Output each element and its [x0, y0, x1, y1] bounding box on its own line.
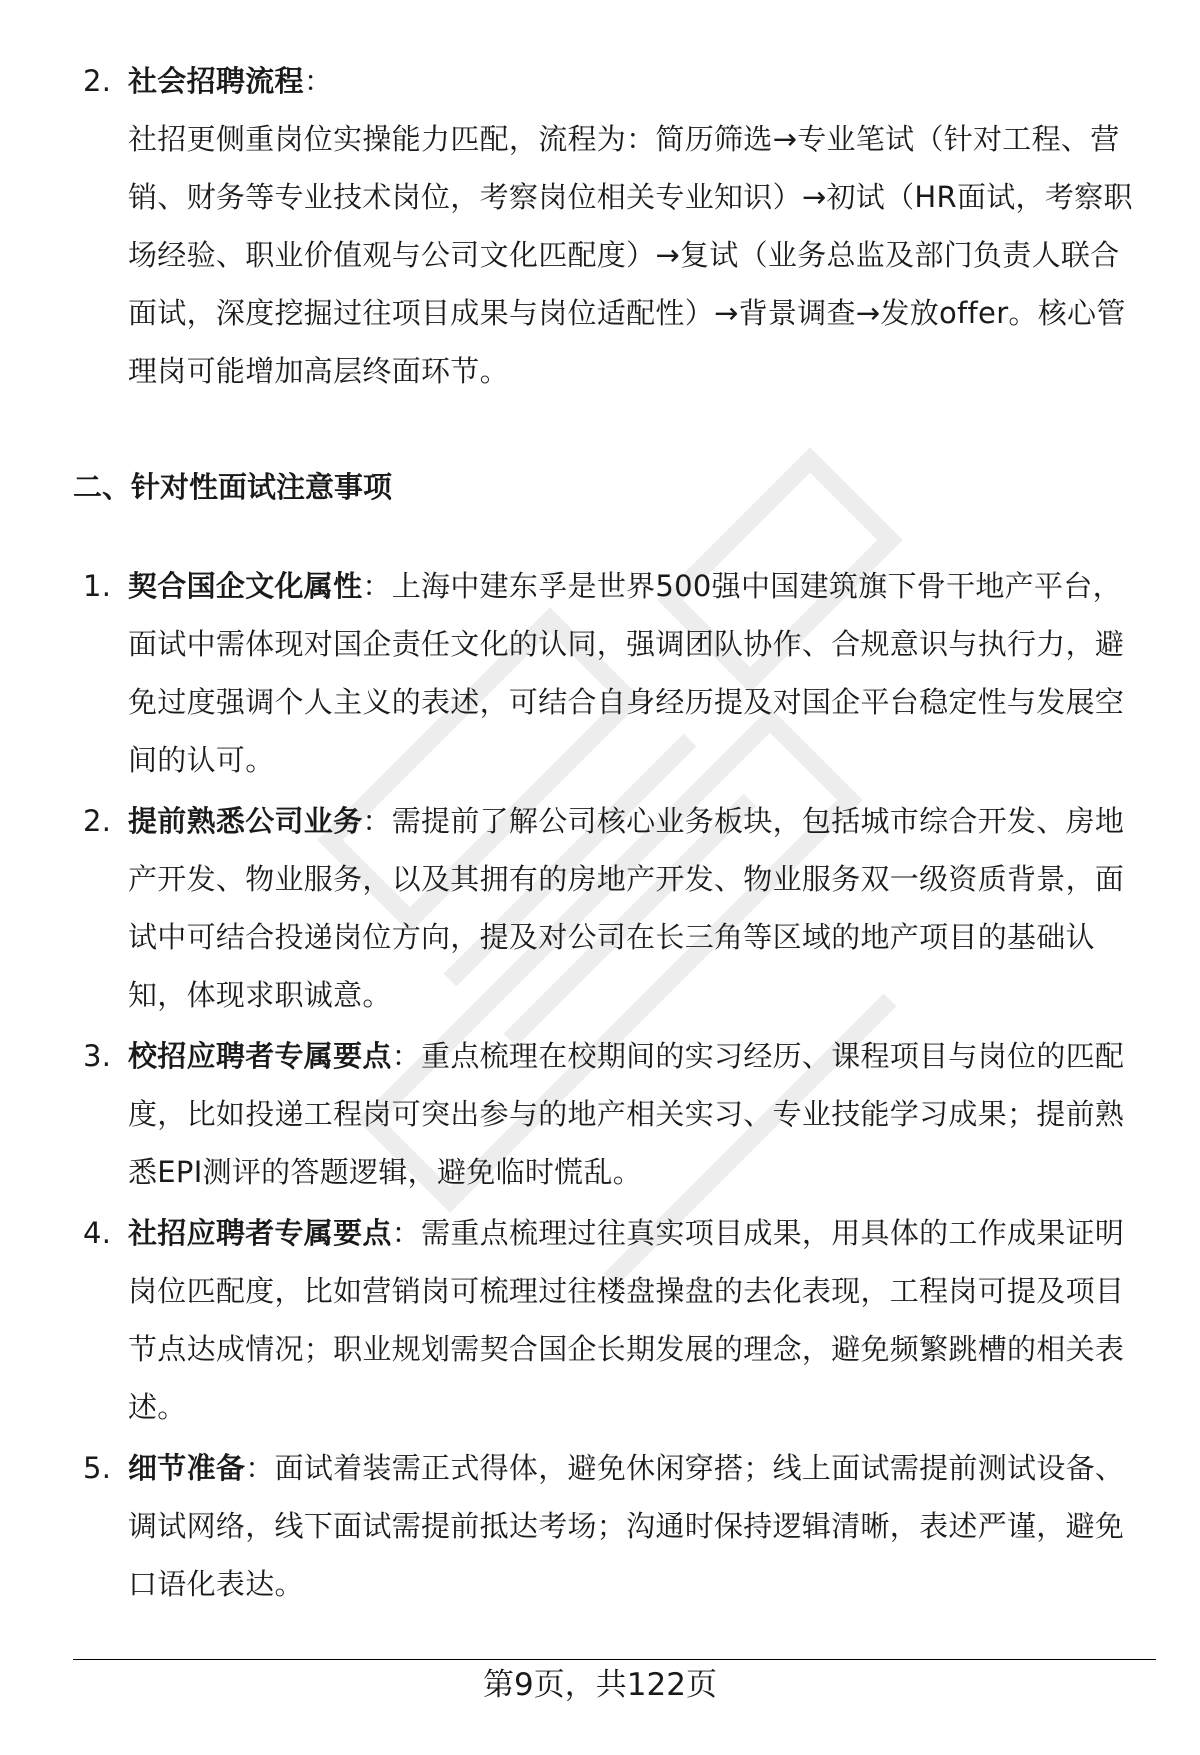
recruit-process-line: 面试，深度挖掘过往项目成果与岗位适配性）→背景调查→发放offer。核心管: [128, 296, 1126, 330]
list-item-number: 3.: [83, 1039, 112, 1073]
footer-divider: [73, 1659, 1156, 1660]
recruit-process-title-line: [128, 52, 1158, 110]
list-item-line: 免过度强调个人主义的表述，可结合自身经历提及对国企平台稳定性与发展空: [128, 685, 1125, 719]
section-heading: 二、针对性面试注意事项: [73, 470, 393, 504]
list-item-line: 岗位匹配度，比如营销岗可梳理过往楼盘操盘的去化表现，工程岗可提及项目: [128, 1274, 1125, 1308]
list-item-line: 度，比如投递工程岗可突出参与的地产相关实习、专业技能学习成果；提前熟: [128, 1097, 1125, 1131]
list-item-number: 4.: [83, 1216, 112, 1250]
list-item-first-line: [128, 792, 1158, 850]
list-item-first-line: [128, 557, 1158, 615]
list-item-first-text: 上海中建东孚是世界500强中国建筑旗下骨干地产平台，: [391, 569, 1122, 603]
list-item-details: [83, 1439, 1158, 1613]
list-item-title: 提前熟悉公司业务: [128, 804, 363, 838]
list-item-title: 契合国企文化属性: [128, 569, 363, 603]
list-item-colon: ：: [245, 1451, 275, 1485]
list-item-line: 试中可结合投递岗位方向，提及对公司在长三角等区域的地产项目的基础认: [128, 920, 1095, 954]
list-item-title: 细节准备: [128, 1451, 246, 1485]
list-item-number: 2.: [83, 804, 112, 838]
list-item-business: [83, 792, 1158, 1024]
list-item-line: 节点达成情况；职业规划需契合国企长期发展的理念，避免频繁跳槽的相关表: [128, 1332, 1125, 1366]
list-item-line: 述。: [128, 1390, 187, 1424]
recruit-process-line: 销、财务等专业技术岗位，考察岗位相关专业知识）→初试（HR面试，考察职: [128, 180, 1133, 214]
list-item-line: 调试网络，线下面试需提前抵达考场；沟通时保持逻辑清晰，表述严谨，避免: [128, 1509, 1125, 1543]
list-item-line: 间的认可。: [128, 743, 275, 777]
list-item-first-line: [128, 1439, 1158, 1497]
recruit-process-line: 场经验、职业价值观与公司文化匹配度）→复试（业务总监及部门负责人联合: [128, 238, 1120, 272]
list-item-first-text: 需提前了解公司核心业务板块，包括城市综合开发、房地: [391, 804, 1125, 838]
page-number: 第9页，共122页: [483, 1667, 717, 1703]
list-item-first-text: 重点梳理在校期间的实习经历、课程项目与岗位的匹配: [421, 1039, 1125, 1073]
list-item-first-text: 面试着装需正式得体，避免休闲穿搭；线上面试需提前测试设备、: [274, 1451, 1125, 1485]
list-item-culture: [83, 557, 1158, 789]
recruit-process-item: [83, 52, 1158, 400]
list-item-colon: ：: [362, 569, 392, 603]
list-item-line: 知，体现求职诚意。: [128, 978, 392, 1012]
list-item-title: 校招应聘者专属要点: [128, 1039, 392, 1073]
list-item-social: [83, 1204, 1158, 1436]
recruit-process-line: 理岗可能增加高层终面环节。: [128, 354, 509, 388]
recruit-process-colon: ：: [303, 64, 334, 98]
list-item-line: 口语化表达。: [128, 1567, 304, 1601]
list-item-campus: [83, 1027, 1158, 1201]
list-item-number: 5.: [83, 1451, 112, 1485]
recruit-process-title: 社会招聘流程: [128, 64, 304, 98]
list-item-first-line: [128, 1027, 1158, 1085]
recruit-process-number: 2.: [83, 64, 112, 98]
list-item-line: 面试中需体现对国企责任文化的认同，强调团队协作、合规意识与执行力，避: [128, 627, 1125, 661]
list-item-line: 悉EPI测评的答题逻辑，避免临时慌乱。: [128, 1155, 643, 1189]
list-item-colon: ：: [391, 1039, 422, 1073]
list-item-number: 1.: [83, 569, 112, 603]
list-item-colon: ：: [391, 1216, 422, 1250]
list-item-line: 产开发、物业服务，以及其拥有的房地产开发、物业服务双一级资质背景，面: [128, 862, 1125, 896]
list-item-first-line: [128, 1204, 1158, 1262]
list-item-first-text: 需重点梳理过往真实项目成果，用具体的工作成果证明: [421, 1216, 1125, 1250]
list-item-colon: ：: [362, 804, 392, 838]
recruit-process-line: 社招更侧重岗位实操能力匹配，流程为：简历筛选→专业笔试（针对工程、营: [128, 122, 1120, 156]
list-item-title: 社招应聘者专属要点: [128, 1216, 392, 1250]
